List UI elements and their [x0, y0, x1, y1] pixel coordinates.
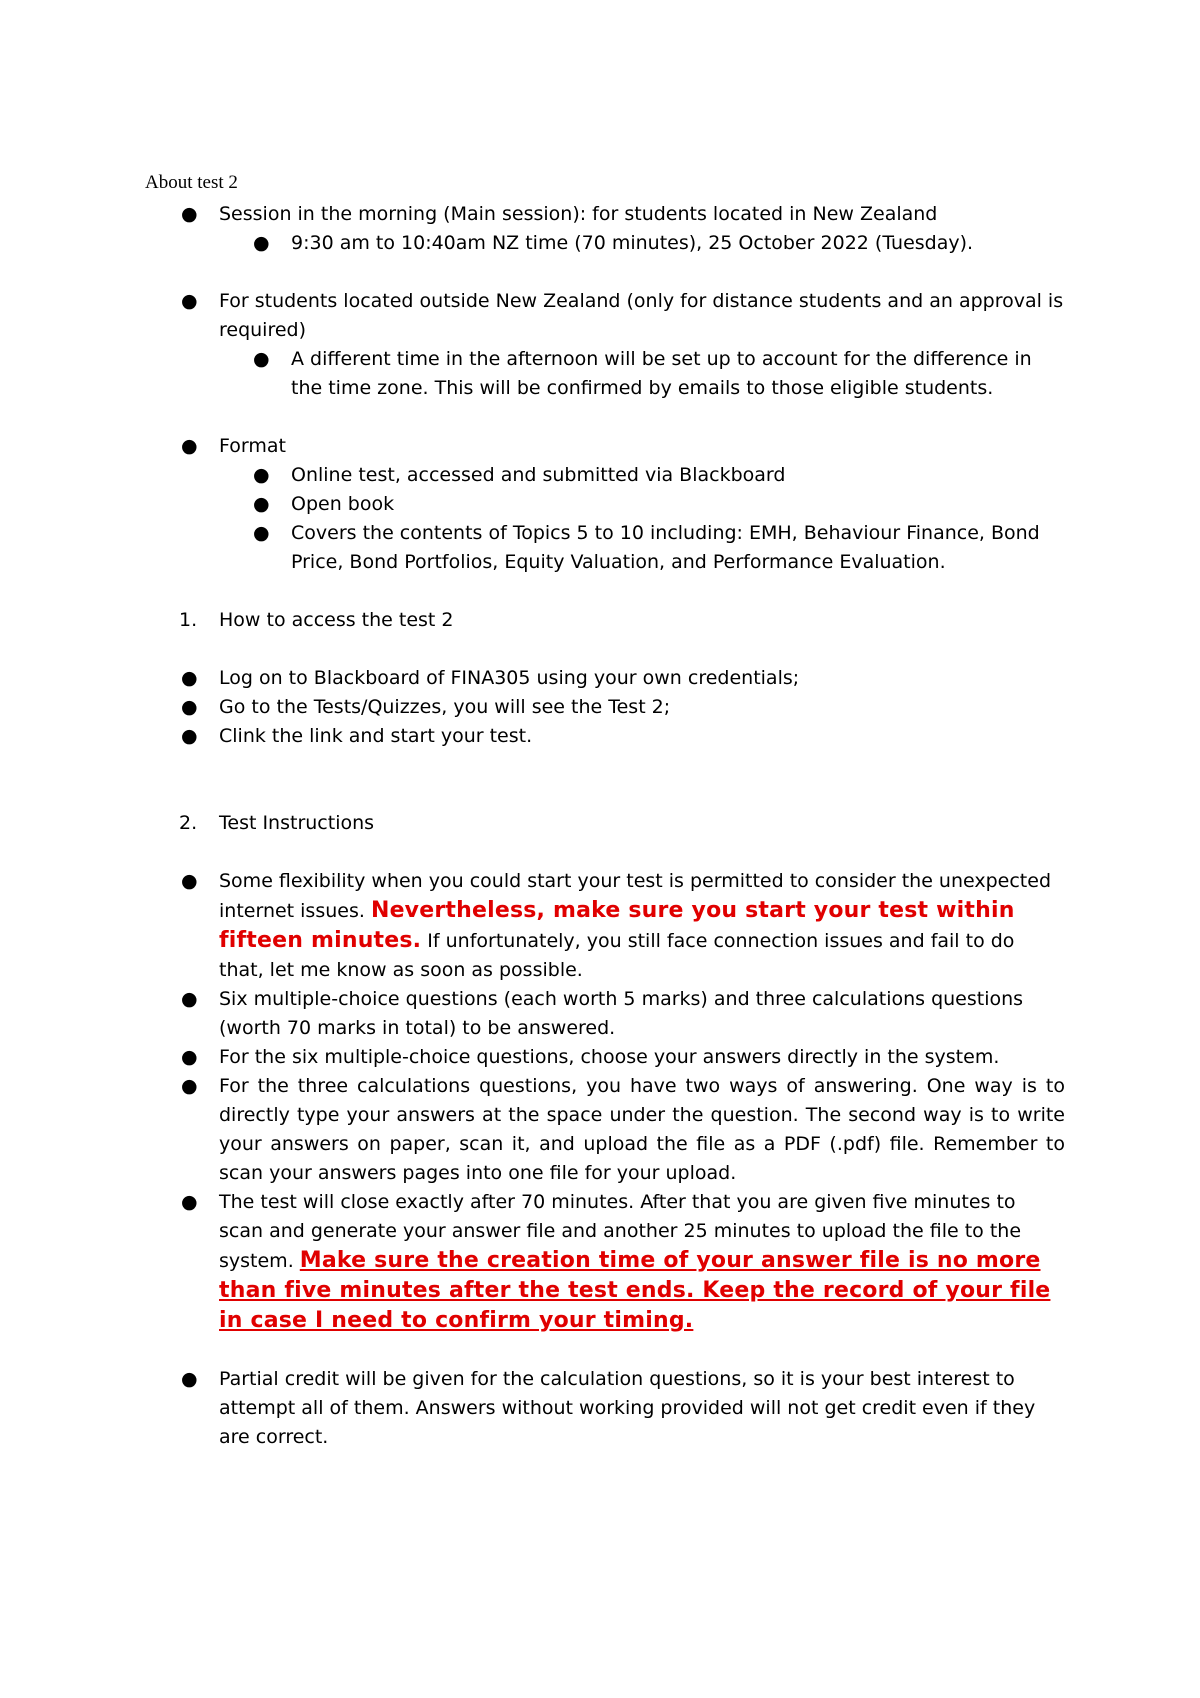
bullet-icon: ● [181, 435, 198, 457]
bullet-icon: ● [181, 870, 198, 892]
list-item: ● Partial credit will be given for the calculation questions, so it is your best interest to attempt all of them. Answers without working provided will not get credit even if they are correct. [145, 1365, 1065, 1452]
warning-text: Make sure the creation time of your answer file is no more than five minutes after the test ends. Keep the record of your file in case I need to confirm your timing. [219, 1248, 1051, 1333]
list-item: ● Format [145, 432, 1065, 461]
bullet-icon: ● [181, 725, 198, 747]
list-item: ● Covers the contents of Topics 5 to 10 including: EMH, Behaviour Finance, Bond Price, Bond Portfolios, Equity Valuation, and Performance Evaluation. [145, 519, 1065, 577]
list-item: ● A different time in the afternoon will be set up to account for the difference in the time zone. This will be confirmed by emails to those eligible students. [145, 345, 1065, 403]
bullet-icon: ● [181, 1191, 198, 1213]
list-item: ● Clink the link and start your test. [145, 722, 1065, 751]
list-item: ● The test will close exactly after 70 minutes. After that you are given five minutes to scan and generate your answer file and another 25 minutes to upload the file to the system. Make sure the creation time of your answer file is no more than five minutes after the test ends. Keep the record of your file in case I need to confirm your timing. [145, 1188, 1065, 1336]
bullet-icon: ● [181, 1046, 198, 1068]
list-item: ● Online test, accessed and submitted via Blackboard [145, 461, 1065, 490]
bullet-icon: ● [181, 290, 198, 312]
warning-text: Nevertheless, make sure you start your test within fifteen minutes. [219, 898, 1015, 953]
list-item: ● Go to the Tests/Quizzes, you will see the Test 2; [145, 693, 1065, 722]
list-item: ● Open book [145, 490, 1065, 519]
list-item: ● For the three calculations questions, you have two ways of answering. One way is to directly type your answers at the space under the question. The second way is to write your answers on paper, scan it, and upload the file as a PDF (.pdf) file. Remember to scan your answers pages into one file for your upload. [145, 1072, 1065, 1188]
list-item: ● For students located outside New Zealand (only for distance students and an approval is required) [145, 287, 1065, 345]
bullet-icon: ● [181, 667, 198, 689]
document-title: About test 2 [145, 172, 238, 193]
bullet-icon: ● [253, 348, 270, 370]
bullet-icon: ● [181, 696, 198, 718]
list-item: ● Log on to Blackboard of FINA305 using your own credentials; [145, 664, 1065, 693]
list-item: ● Session in the morning (Main session): for students located in New Zealand [145, 200, 1065, 229]
list-item: ● Six multiple-choice questions (each worth 5 marks) and three calculations questions (worth 70 marks in total) to be answered. [145, 985, 1065, 1043]
bullet-icon: ● [181, 1368, 198, 1390]
document-page [145, 172, 1065, 1452]
bullet-icon: ● [253, 522, 270, 544]
bullet-icon: ● [181, 988, 198, 1010]
bullet-icon: ● [181, 1075, 198, 1097]
bullet-icon: ● [253, 493, 270, 515]
section-number: 2. [179, 812, 198, 834]
section-number: 1. [179, 609, 198, 631]
bullet-icon: ● [253, 232, 270, 254]
section-access [145, 606, 1065, 751]
list-item: ● Some flexibility when you could start your test is permitted to consider the unexpected internet issues. Nevertheless, make sure you start your test within fifteen minutes. If unfortunately, you still face connection issues and fail to do that, let me know as soon as possible. [145, 867, 1065, 985]
bullet-icon: ● [253, 464, 270, 486]
section-heading: 2. Test Instructions [145, 809, 1065, 838]
section-heading: 1. How to access the test 2 [145, 606, 1065, 635]
list-item: ● For the six multiple-choice questions, choose your answers directly in the system. [145, 1043, 1065, 1072]
section-instructions [145, 809, 1065, 1452]
bullet-icon: ● [181, 203, 198, 225]
section-sessions [145, 200, 1065, 577]
list-item: ● 9:30 am to 10:40am NZ time (70 minutes), 25 October 2022 (Tuesday). [145, 229, 1065, 258]
